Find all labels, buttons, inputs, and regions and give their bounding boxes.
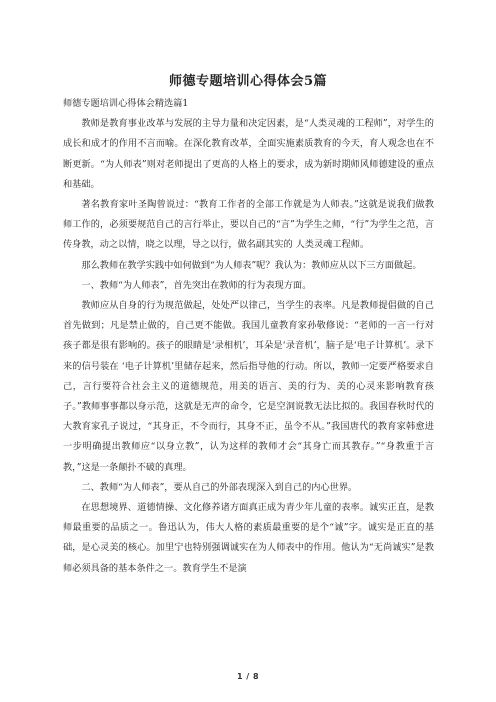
document-body [63, 94, 434, 579]
section-subtitle: 师德专题培训心得体会精选篇1 [63, 98, 189, 109]
paragraph: 教师是教育事业改革与发展的主导力量和决定因素，是“人类灵魂的工程师”，对学生的成长和成才的作用不言而喻。在深化教育改革，全面实施素质教育的今天，育人观念也在不断更新。“为人师表”则对老师提出了更高的人格上的要求，成为新时期师风师德建设的重点和基础。 [63, 118, 434, 190]
section-heading: 二、教师“为人师表”，要从自己的外部表现深入到自己的内心世界。 [81, 481, 358, 493]
page-number: 1 / 8 [236, 672, 260, 681]
paragraph: 在思想境界、道德情操、文化修养诸方面真正成为青少年儿童的表率。诚实正直，是教师最重要的品质之一。鲁迅认为，伟大人格的素质最重要的是个“诚”字。诚实是正直的基础，是心灵美的核心。加里宁也特别强调诚实在为人师表中的作用。他认为“无尚诚实”是教师必须具备的基本条件之一。教育学生不是演 [63, 502, 434, 574]
paragraph: 教师应从自身的行为规范做起，处处严以律己，当学生的表率。凡是教师提倡做的自己首先做到；凡是禁止做的，自己更不能做。我国儿童教育家孙敬修说：“老师的一言一行对孩子都是很有影响的。孩子的眼睛是‘录相机’，耳朵是‘录音机’，脑子是‘电子计算机’。录下来的信号装在 ‘电子计算机’里储存起来，然后指导他的行动。所以，教师一定要严格要求自己，言行要符合社会主义的道德规范，用美的语言、美的行为、美的心灵来影响教育孩子。”教师事事都以身示范，这就是无声的命令，它是空洞说教无法比拟的。我国春秋时代的大教育家孔子说过，“其身正，不令而行，其身不正，虽令不从。”我国唐代的教育家韩愈进一步明确提出教师应“以身立教”，认为这样的教师才会“其身亡而其教存。”“身教重于言教，”这是一条颠扑不破的真理。 [63, 300, 434, 473]
document-title: 师德专题培训心得体会5篇 [168, 74, 328, 89]
section-heading: 一、教师“为人师表”，首先突出在教师的行为表现方面。 [81, 279, 312, 291]
paragraph: 那么教师在教学实践中如何做到“为人师表”呢？我认为：教师应从以下三方面做起。 [81, 259, 422, 271]
paragraph: 著名教育家叶圣陶曾说过：“教育工作者的全部工作就是为人师表。”这就是说我们做教师工作的，必须要规范自己的言行举止，要以自己的“言”为学生之师，“行”为学生之范，言传身教，动之以情，晓之以理，导之以行，做名副其实的 人类灵魂工程师。 [63, 199, 434, 251]
